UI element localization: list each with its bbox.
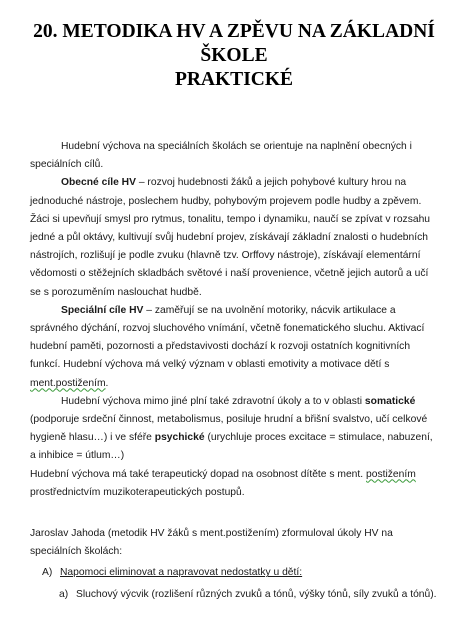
title-line-1: 20. METODIKA HV A ZPĚVU NA ZÁKLADNÍ ŠKOLE: [33, 21, 435, 66]
list-item-a: [30, 564, 438, 582]
jahoda-paragraph: Jaroslav Jahoda (metodik HV žáků s ment.postižením) zformuloval úkoly HV na speciálních školách:: [30, 528, 393, 558]
list-item-text: Sluchový výcvik (rozlišení různých zvuků a tónů, výšky tónů, síly zvuků a tónů).: [76, 588, 437, 600]
special-goals-heading: Speciální cíle HV: [61, 304, 144, 316]
special-goals-text: – zaměřují se na uvolnění motoriky, nácvik artikulace a správného dýchání, rozvoj sluchového vnímání, včetně fonematického sluchu. Aktivací hudební paměti, pozornosti a představivosti dochází k rozvoji ostatních kognitivních funkcí. Hudební výchova má velký význam v oblasti emotivity a motivace dětí s: [30, 304, 425, 371]
health-tasks-text-3: (urychluje proces excitace = stimulace, nabuzení, a inhibice = útlum…): [30, 432, 433, 462]
document-body: [30, 138, 438, 604]
paragraph-gap: [30, 502, 438, 525]
general-goals-text: – rozvoj hudebnosti žáků a jejich pohybové kultury hrou na jednoduché nástroje, poslechem hudby, pohybovým projevem podle hudby a zpěvem. Žáci si upevňují smysl pro rytmus, tonalitu, tempo i dynamiku, naučí se zpívat v rozsahu jedné a půl oktávy, kultivují svůj hudební projev, získávají základní znalosti o hudebních nástrojích, rozlišují je podle zvuku (hlavně tzv. Orffovy nástroje), získávají elementární vědomosti o stěžejních skladbách světové i naší provenience, včetně jejich autorů a učí se s porozuměním naslouchat hudbě.: [30, 177, 431, 298]
general-goals-paragraph: [30, 174, 438, 301]
list-marker: a): [59, 588, 69, 600]
list-item-text: Napomoci eliminovat a napravovat nedostatky u dětí:: [60, 567, 303, 579]
somatic-term: somatické: [364, 395, 416, 407]
health-tasks-text-2: (podporuje srdeční činnost, metabolismus, posiluje hrudní a břišní svalstvo, učí celkové hygieně hlasu…) i ve sféře: [30, 414, 428, 444]
health-tasks-text-1: Hudební výchova mimo jiné plní také zdravotní úkoly a to v oblasti: [61, 395, 365, 407]
spellcheck-word: ment.postižením: [30, 377, 106, 389]
title-line-2: PRAKTICKÉ: [174, 69, 294, 90]
special-goals-paragraph: [30, 302, 438, 393]
general-goals-heading: Obecné cíle HV: [61, 177, 136, 189]
spellcheck-word: postižením: [366, 468, 416, 480]
therapy-paragraph: [30, 466, 438, 502]
therapy-text-1: Hudební výchova má také terapeutický dopad na osobnost dítěte s ment.: [30, 468, 366, 480]
page-title: [30, 0, 438, 92]
intro-paragraph: Hudební výchova na speciálních školách se orientuje na naplnění obecných i speciálních cílů.: [30, 141, 412, 171]
list-marker: A): [42, 567, 53, 579]
special-goals-end: .: [105, 377, 109, 389]
sublist-item-a: [30, 586, 438, 604]
therapy-text-2: prostřednictvím muzikoterapeutických postupů.: [30, 486, 245, 498]
health-tasks-paragraph: [30, 393, 438, 466]
psychic-term: psychické: [154, 432, 205, 444]
